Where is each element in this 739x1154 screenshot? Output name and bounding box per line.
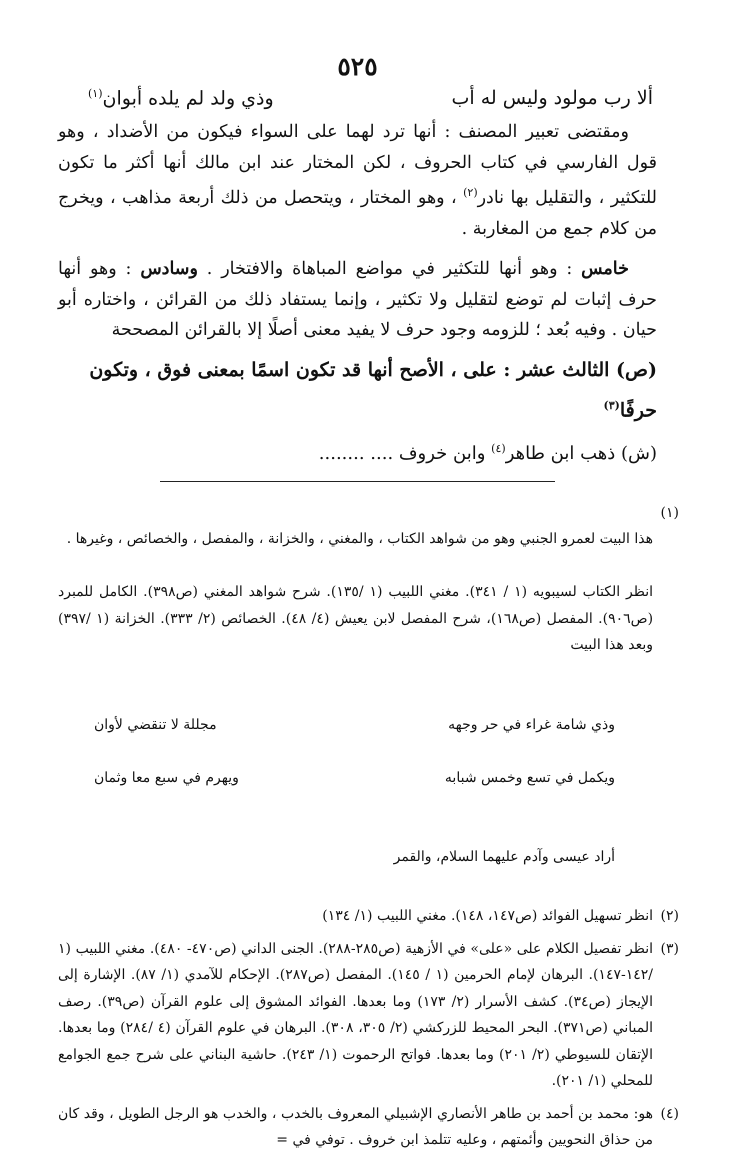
paragraph-1: ومقتضى تعبير المصنف : أنها ترد لهما على السواء فيكون من الأضداد ، وهو قول الفارسي في كتاب الحروف ، لكن المختار عند ابن مالك أنها أكثر ما تكون للتكثير ، والتقليل بها نادر$^{(٢)}$ ، وهو المختار ، ويتحصل من ذلك أربعة مذاهب ، ويخرج من كلام جمع من المغاربة . bbox=[58, 122, 657, 239]
footnote-body: انظر تفصيل الكلام على «على» في الأزهية (ص٢٨٥-٢٨٨). الجنى الداني (ص٤٧٠- ٤٨٠). مغني اللبيب (١ /١٤٢-١٤٧). البرهان لإمام الحرمين (١ / ١٤٥). المفصل (ص٢٨٧). الإحكام للآمدي (١/ ٨٧). الإشارة إلى الإيجاز (ص٣٤). كشف الأسرار (٢/ ١٧٣) وما بعدها. الفوائد المشوق إلى علوم القرآن (ص٣٩). رصف المباني (ص٣٧١). البحر المحيط للزركشي (٢/ ٣٠٥، ٣٠٨). البرهان في علوم القرآن (٤ /٢٨٤) وما بعدها. الإتقان للسيوطي (٢/ ٢٠١) وما بعدها. فواتح الرحموت (١/ ٢٤٣). حاشية البناني على شرح جمع الجوامع للمحلي (١/ ٢٠١). bbox=[58, 940, 654, 1090]
footnotes bbox=[58, 500, 679, 1154]
poem-hemistich: ويهرم في سبع معا وثمان bbox=[94, 769, 239, 786]
footnote-number: (١) bbox=[660, 504, 679, 521]
footnote-line: انظر الكتاب لسيبويه (١ / ٣٤١). مغني اللبيب (١ /١٣٥). شرح شواهد المغني (ص٣٩٨). الكامل للمبرد (ص٩٠٦). المفصل (ص١٦٨)، شرح المفصل لابن يعيش (٤/ ٤٨). الخصائص (٢/ ٣٣٣). الخزانة (١ /٣٩٧) وبعد هذا البيت bbox=[58, 584, 654, 654]
poem-hemistich: وذي شامة غراء في حر وجهه bbox=[448, 716, 615, 733]
footnote-2 bbox=[58, 903, 679, 930]
footnote-line: أراد عيسى وآدم عليهما السلام، والقمر bbox=[393, 849, 615, 866]
footnote-4 bbox=[58, 1101, 679, 1154]
footnote-ref-4[interactable]: (٤) bbox=[491, 441, 506, 455]
footnote-3 bbox=[58, 936, 679, 1095]
footnote-ref-2[interactable]: (٢) bbox=[463, 186, 478, 200]
footnote-poem bbox=[58, 685, 653, 818]
footnote-ref-1[interactable]: (١) bbox=[88, 87, 103, 100]
footnote-line: هذا البيت لعمرو الجنبي وهو من شواهد الكتاب ، والمغني ، والخزانة ، والمفصل ، والخصائص ، وغيرها . bbox=[66, 531, 653, 548]
poem-hemistich: مجللة لا تنقضي لأوان bbox=[94, 716, 217, 733]
page-number: ٥٢٥ bbox=[337, 52, 378, 81]
footnote-number: (٣) bbox=[660, 940, 679, 957]
poem-hemistich: ويكمل في تسع وخمس شبابه bbox=[444, 769, 615, 786]
footnote-body: انظر تسهيل الفوائد (ص١٤٧، ١٤٨). مغني اللبيب (١/ ١٣٤) bbox=[322, 908, 653, 925]
footnote-number: (٢) bbox=[660, 908, 679, 925]
paragraph-2: خامس : وهو أنها للتكثير في مواضع المباهاة والافتخار . وسادس : وهو أنها حرف إثبات لم توضع لتقليل ولا تكثير ، وإنما يستفاد ذلك من القرائن ، واختاره أبو حيان . وفيه بُعد ؛ للزومه وجود حرف لا يفيد معنى أصلًا إلا بالقرائن المصححة bbox=[58, 259, 657, 341]
footnote-body: هو: محمد بن أحمد بن طاهر الأنصاري الإشبيلي المعروف بالخدب ، والخدب هو الرجل الطويل ، وقد كان من حذاق النحويين وأئمتهم ، وعليه تتلمذ ابن خروف . توفي في = bbox=[58, 1105, 653, 1149]
footnote-divider bbox=[160, 481, 555, 482]
verse-second-hemistich: وذي ولد لم يلده أبوان$^{(١)}$ bbox=[88, 87, 274, 110]
verse-first-hemistich: ألا رب مولود وليس له أب bbox=[451, 87, 653, 109]
footnote-1 bbox=[58, 500, 679, 898]
poetry-verse bbox=[58, 87, 657, 109]
matn-text: (ص) الثالث عشر : على ، الأصح أنها قد تكون اسمًا بمعنى فوق ، وتكون حرفًا$^{(٣)}$ bbox=[89, 358, 657, 421]
label-khamis: خامس bbox=[581, 259, 629, 280]
footnote-number: (٤) bbox=[660, 1105, 679, 1122]
footnote-ref-3[interactable]: (٣) bbox=[603, 398, 620, 412]
footnote-body bbox=[58, 500, 653, 898]
sharh-text: (ش) ذهب ابن طاهر$^{(٤)}$ وابن خروف .... ........ bbox=[318, 441, 657, 464]
label-sadis: وسادس bbox=[140, 259, 198, 280]
